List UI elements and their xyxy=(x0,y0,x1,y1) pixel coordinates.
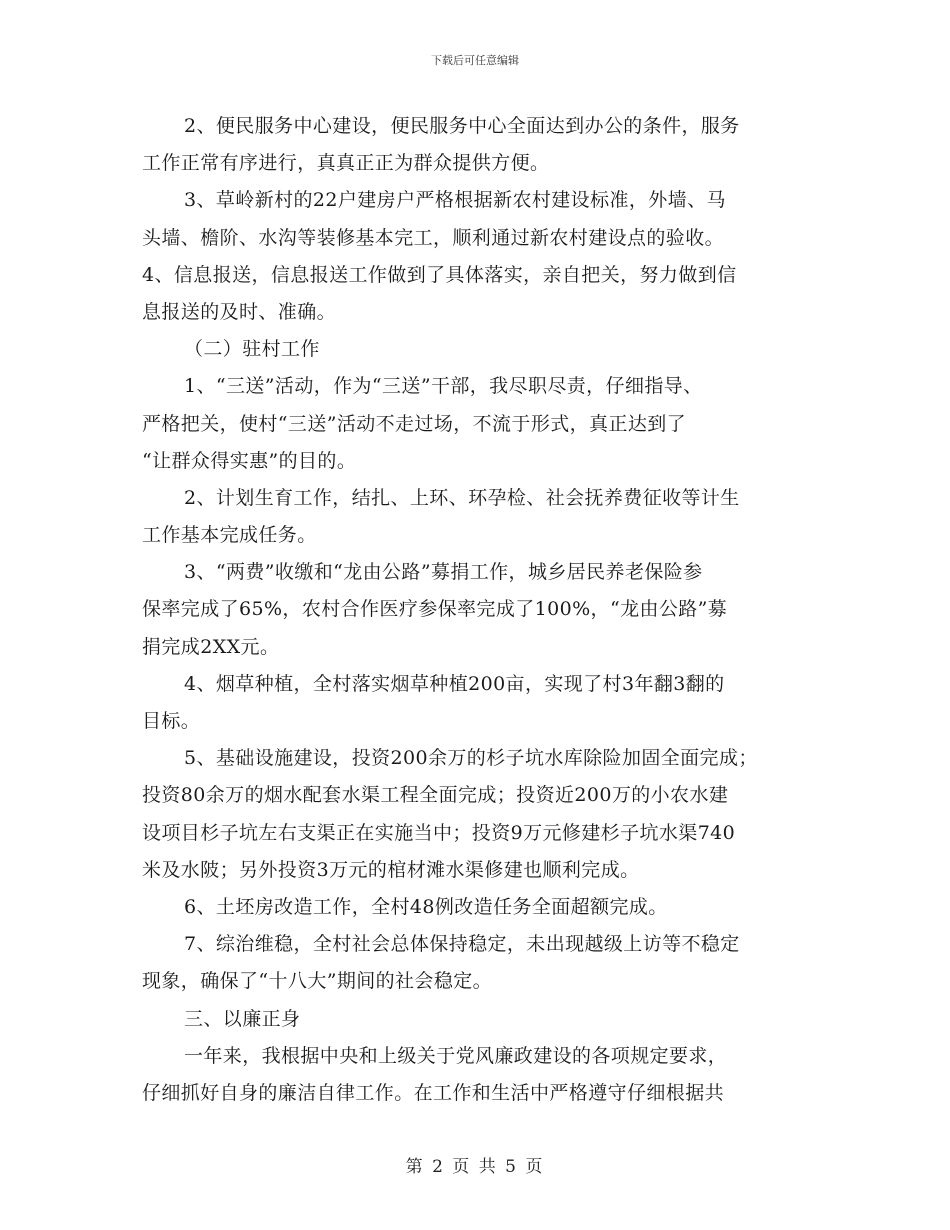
paragraph-line: 投资80余万的烟水配套水渠工程全面完成；投资近200万的小农水建 xyxy=(142,784,729,807)
paragraph-line: 工作正常有序进行，真真正正为群众提供方便。 xyxy=(142,152,550,175)
paragraph-line: 工作基本完成任务。 xyxy=(142,524,317,547)
paragraph-line: 3、“两费”收缴和“龙由公路”募捐工作，城乡居民养老保险参 xyxy=(184,561,703,584)
paragraph-line: 息报送的及时、准确。 xyxy=(142,300,337,323)
paragraph-line: 2、便民服务中心建设，便民服务中心全面达到办公的条件，服务 xyxy=(184,115,740,137)
section-heading: （二）驻村工作 xyxy=(184,338,320,361)
paragraph-line: 2、计划生育工作，结扎、上环、环孕检、社会抚养费征收等计生 xyxy=(184,486,740,509)
paragraph-line: 6、土坯房改造工作，全村48例改造任务全面超额完成。 xyxy=(184,895,668,918)
document-body xyxy=(142,108,812,1112)
page-header: 下载后可任意编辑 xyxy=(431,54,519,67)
paragraph-line: 捐完成2XX元。 xyxy=(142,635,280,658)
paragraph-line: 5、基础设施建设，投资200余万的杉子坑水库除险加固全面完成； xyxy=(184,747,758,770)
paragraph-line: 保率完成了65%，农村合作医疗参保率完成了100%，“龙由公路”募 xyxy=(142,598,728,621)
paragraph-line: 7、综治维稳，全村社会总体保持稳定，未出现越级上访等不稳定 xyxy=(184,933,740,956)
paragraph-line: 目标。 xyxy=(142,710,201,732)
paragraph-line: 米及水陂；另外投资3万元的棺材滩水渠修建也顺利完成。 xyxy=(142,858,640,881)
paragraph-line: 4、烟草种植，全村落实烟草种植200亩，实现了村3年翻3翻的 xyxy=(184,672,725,695)
paragraph-line: 严格把关，使村“三送”活动不走过场，不流于形式，真正达到了 xyxy=(142,412,687,435)
paragraph-line: 4、信息报送，信息报送工作做到了具体落实，亲自把关，努力做到信 xyxy=(142,263,737,286)
paragraph-line: “让群众得实惠”的目的。 xyxy=(142,449,357,472)
paragraph-line: 设项目杉子坑左右支渠正在实施当中；投资9万元修建杉子坑水渠740 xyxy=(142,821,736,844)
paragraph-line: 头墙、檐阶、水沟等装修基本完工，顺利通过新农村建设点的验收。 xyxy=(142,226,725,249)
page-number: 第 2 页 共 5 页 xyxy=(405,1157,545,1177)
paragraph-line: 现象，确保了“十八大”期间的社会稳定。 xyxy=(142,970,493,993)
section-heading: 三、以廉正身 xyxy=(184,1007,301,1030)
paragraph-line: 3、草岭新村的22户建房户严格根据新农村建设标准，外墙、马 xyxy=(184,189,726,212)
paragraph-line: 仔细抓好自身的廉洁自律工作。在工作和生活中严格遵守仔细根据共 xyxy=(142,1081,725,1104)
paragraph-line: 一年来，我根据中央和上级关于党风廉政建设的各项规定要求， xyxy=(184,1044,728,1067)
paragraph-line: 1、“三送”活动，作为“三送”干部，我尽职尽责，仔细指导、 xyxy=(184,375,703,398)
